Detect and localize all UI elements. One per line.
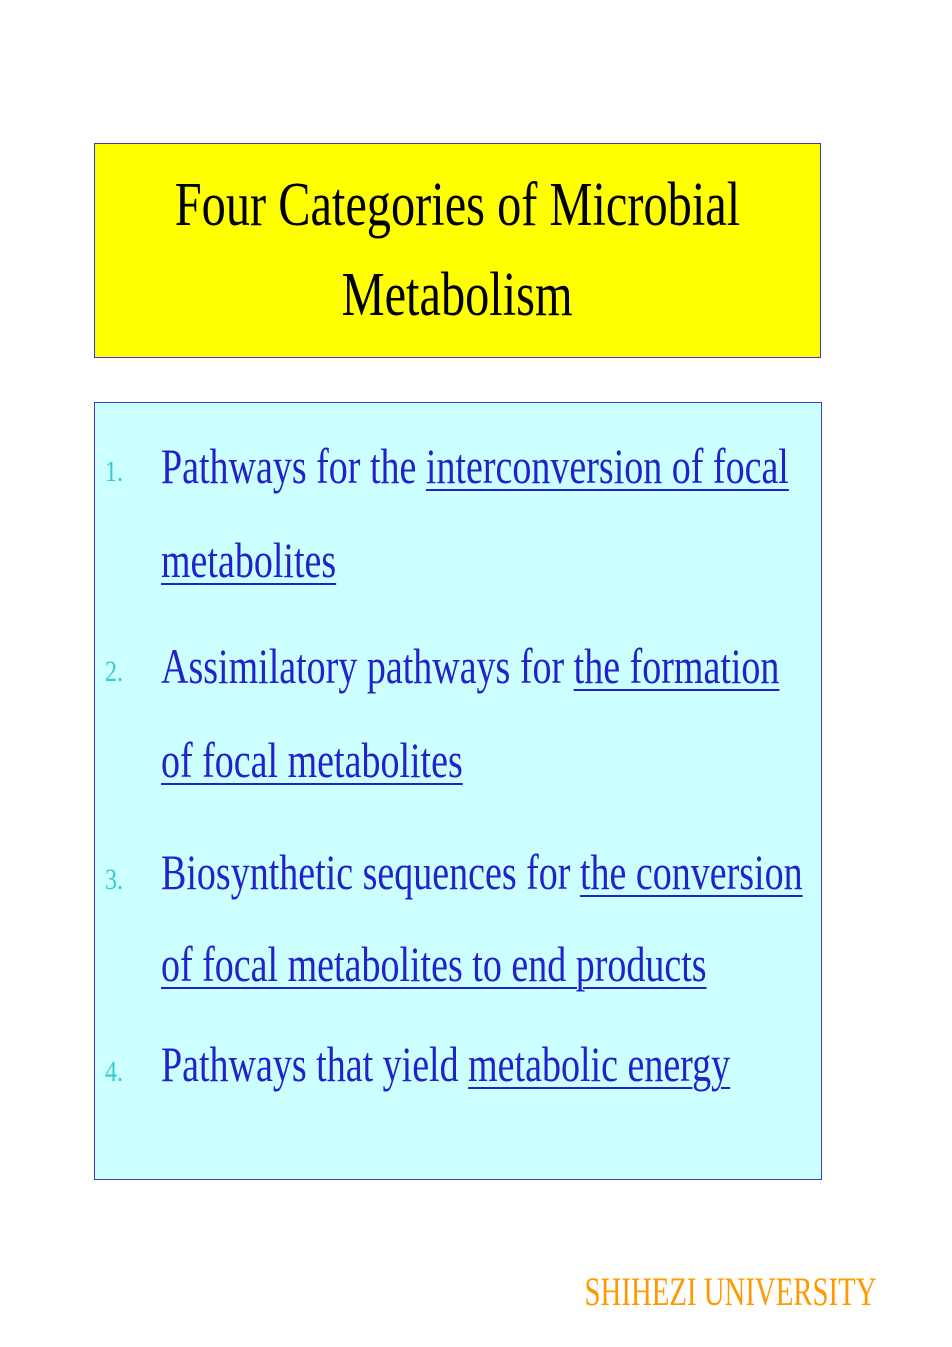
item-number: 2. — [105, 655, 123, 688]
item-line — [161, 1036, 731, 1092]
item-number: 1. — [105, 455, 123, 488]
item-underlined-text: of focal metabolites to end products — [161, 936, 707, 992]
item-underlined-text: metabolic energy — [468, 1036, 731, 1092]
title-box — [94, 143, 821, 358]
item-number: 4. — [105, 1055, 123, 1088]
item-text: Pathways for the — [161, 438, 426, 494]
content-box — [94, 402, 822, 1180]
item-line — [161, 532, 337, 588]
footer-university-name: SHIHEZI UNIVERSITY — [585, 1269, 877, 1314]
item-underlined-text: interconversion of focal — [425, 438, 789, 494]
item-underlined-text: metabolites — [161, 532, 337, 588]
title-line-1: Four Categories of Microbial — [174, 170, 741, 239]
item-underlined-text: of focal metabolites — [161, 732, 463, 788]
item-text: Assimilatory pathways for — [161, 638, 574, 694]
item-underlined-text: the formation — [573, 638, 780, 694]
item-text: Biosynthetic sequences for — [161, 844, 580, 900]
item-line — [161, 438, 789, 494]
item-line — [161, 732, 463, 788]
item-text: Pathways that yield — [161, 1036, 469, 1092]
item-line — [161, 844, 803, 900]
item-number: 3. — [105, 863, 123, 896]
item-underlined-text: the conversion — [579, 844, 803, 900]
title-line-2: Metabolism — [341, 260, 574, 329]
item-line — [161, 936, 707, 992]
item-line — [161, 638, 780, 694]
